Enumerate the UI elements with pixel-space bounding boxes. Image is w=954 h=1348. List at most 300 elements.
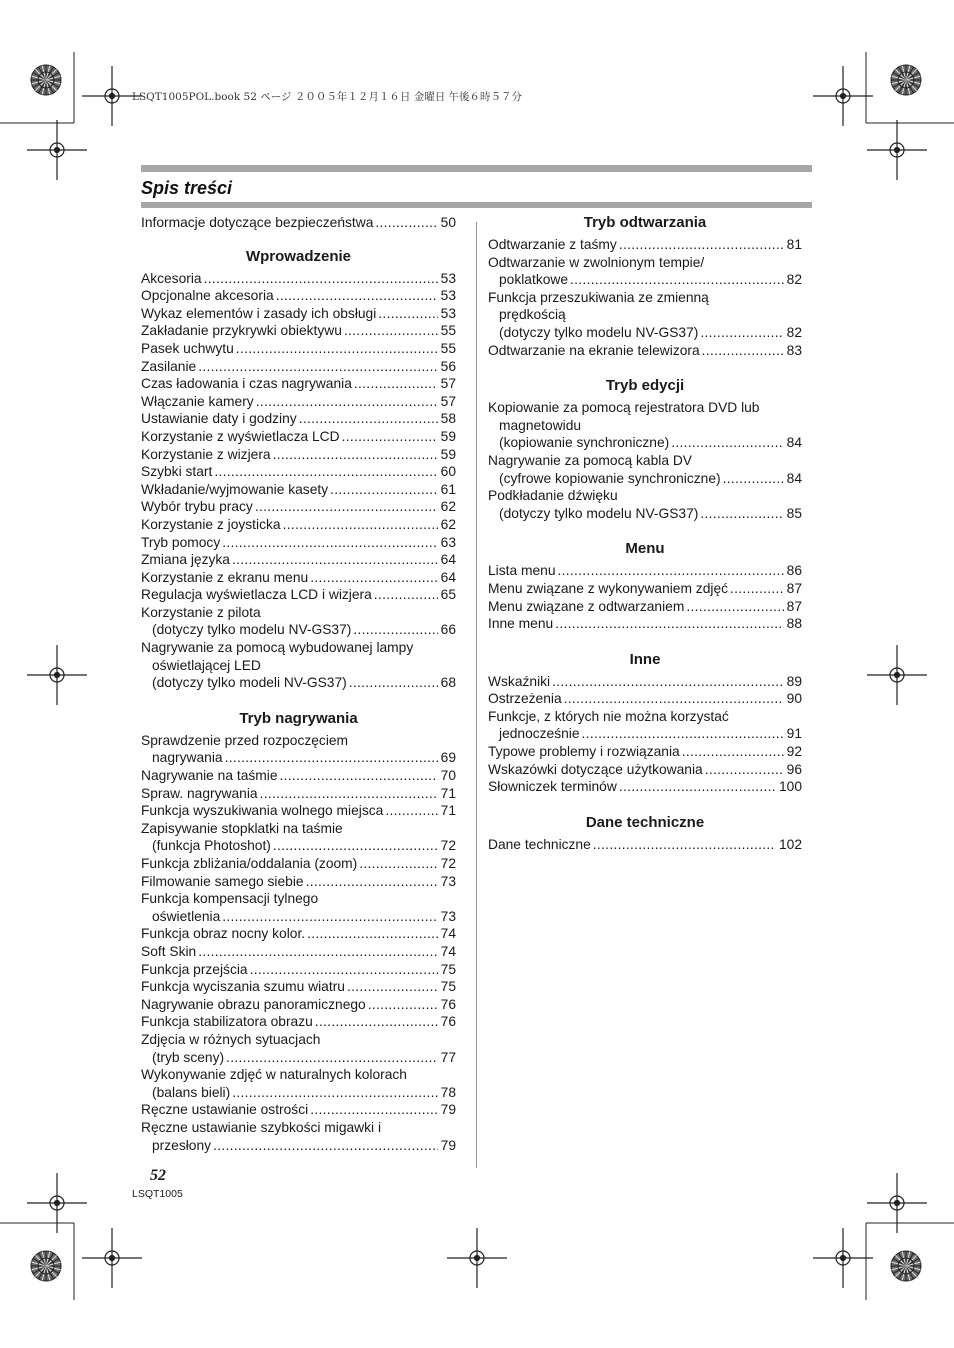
toc-entry-page: 81: [786, 237, 802, 252]
toc-entry-line: Kopiowanie za pomocą rejestratora DVD lub: [488, 400, 760, 416]
toc-entry-page: 53: [440, 270, 456, 286]
toc-entry[interactable]: [141, 305, 456, 323]
toc-entry-page: 72: [440, 856, 456, 871]
toc-entry-page: 71: [440, 803, 456, 819]
toc-entry-row: [141, 749, 456, 767]
toc-entry[interactable]: [141, 1031, 456, 1066]
toc-entry-row: [141, 287, 456, 305]
dot-leader: [232, 1084, 437, 1102]
color-registration-rosette-icon: [31, 65, 61, 95]
toc-entry-page: 59: [440, 428, 456, 444]
toc-entry[interactable]: [141, 802, 456, 820]
toc-entry[interactable]: [488, 708, 802, 743]
toc-entry[interactable]: [141, 516, 456, 534]
toc-entry-row: [488, 236, 802, 254]
toc-entry[interactable]: [141, 855, 456, 873]
toc-entry-page: 72: [440, 838, 456, 854]
toc-entry[interactable]: [141, 767, 456, 785]
toc-entry[interactable]: [488, 452, 802, 487]
toc-entry-text: Menu związane z wykonywaniem zdjęć: [488, 580, 729, 596]
toc-entry-text: Menu związane z odtwarzaniem: [488, 598, 685, 614]
toc-entry[interactable]: [141, 340, 456, 358]
toc-entry-text: Lista menu: [488, 563, 556, 579]
toc-entry-page: 83: [786, 342, 802, 358]
crosshair-mark-icon: [27, 645, 87, 705]
toc-entry-row: [141, 996, 456, 1014]
toc-entry-text: Dane techniczne: [488, 836, 591, 852]
dot-leader: [260, 785, 438, 803]
toc-entry-row: [141, 586, 456, 604]
toc-entry-row: [141, 463, 456, 481]
dot-leader: [359, 855, 437, 873]
dot-leader: [255, 498, 438, 516]
dot-leader: [306, 873, 438, 891]
toc-entry-row: [141, 785, 456, 803]
dot-leader: [232, 551, 438, 569]
toc-entry-row: [141, 1049, 456, 1067]
toc-entry[interactable]: [141, 551, 456, 569]
toc-entry-text: Spraw. nagrywania: [141, 785, 258, 801]
toc-entry-page: 79: [440, 1102, 456, 1118]
dot-leader: [705, 761, 784, 779]
toc-entry-text: Soft Skin: [141, 943, 197, 959]
page-number: 52: [150, 1167, 166, 1184]
toc-entry[interactable]: [141, 393, 456, 411]
toc-entry-text: Opcjonalne akcesoria: [141, 288, 274, 304]
toc-entry-text: Funkcja wyciszania szumu wiatru: [141, 979, 345, 995]
color-registration-rosette-icon: [891, 65, 921, 95]
toc-entry-page: 79: [440, 1137, 456, 1153]
toc-entry-line: Korzystanie z pilota: [141, 604, 261, 620]
dot-leader: [198, 943, 437, 961]
toc-entry-line: oświetlającej LED: [152, 657, 261, 673]
toc-entry-page: 59: [440, 446, 456, 462]
dot-leader: [686, 598, 783, 616]
toc-entry-text: Słowniczek terminów: [488, 779, 617, 795]
toc-entry[interactable]: [488, 836, 802, 854]
toc-entry-text: Zmiana języka: [141, 552, 230, 568]
toc-left-sections: [141, 248, 456, 1155]
toc-entry[interactable]: [141, 569, 456, 587]
dot-leader: [378, 305, 437, 323]
toc-entry-row: [141, 428, 456, 446]
toc-entry[interactable]: [141, 1013, 456, 1031]
toc-entry-page: 70: [440, 768, 456, 784]
dot-leader: [700, 505, 783, 523]
toc-entry-row: [488, 342, 802, 360]
toc-entry[interactable]: [141, 1119, 456, 1154]
toc-entry-page: 60: [440, 464, 456, 480]
dot-leader: [226, 1049, 438, 1067]
toc-entry-page: 82: [786, 324, 802, 340]
toc-entry-text: przesłony: [152, 1137, 212, 1153]
toc-entry-page: 91: [786, 726, 802, 742]
crosshair-mark-icon: [27, 1173, 87, 1233]
toc-entry[interactable]: [141, 873, 456, 891]
toc-entry-line: Podkładanie dźwięku: [488, 488, 618, 504]
toc-entry-row: [488, 324, 802, 342]
dot-leader: [310, 569, 437, 587]
toc-entry-page: 84: [786, 470, 802, 486]
toc-entry-row: [488, 690, 802, 708]
toc-entry-row: [488, 836, 802, 854]
dot-leader: [555, 615, 783, 633]
toc-entry[interactable]: [141, 996, 456, 1014]
toc-entry-safety[interactable]: [141, 214, 456, 232]
toc-entry-line: Sprawdzenie przed rozpoczęciem: [141, 732, 349, 748]
toc-entry[interactable]: [141, 639, 456, 692]
dot-leader: [214, 463, 437, 481]
toc-entry-page: 75: [440, 979, 456, 995]
dot-leader: [280, 767, 438, 785]
toc-entry[interactable]: [488, 487, 802, 522]
toc-entry-text: Zasilanie: [141, 358, 197, 374]
toc-entry[interactable]: [141, 287, 456, 305]
toc-entry-text: Wykaz elementów i zasady ich obsługi: [141, 305, 377, 321]
dot-leader: [385, 802, 437, 820]
toc-entry-text: Korzystanie z wizjera: [141, 446, 271, 462]
dot-leader: [730, 580, 784, 598]
toc-entry-row: [141, 375, 456, 393]
toc-entry-page: 73: [440, 873, 456, 889]
toc-entry[interactable]: [141, 1101, 456, 1119]
toc-entry-row: [141, 498, 456, 516]
dot-leader: [204, 270, 438, 288]
toc-right-sections: [488, 214, 802, 853]
toc-entry[interactable]: [141, 586, 456, 604]
toc-entry[interactable]: [488, 562, 802, 580]
toc-entry-row: [141, 925, 456, 943]
toc-entry-page: 87: [786, 598, 802, 614]
toc-entry-row: [488, 725, 802, 743]
toc-entry-page: 86: [786, 563, 802, 579]
toc-entry[interactable]: [141, 481, 456, 499]
toc-entry-text: Wkładanie/wyjmowanie kasety: [141, 481, 329, 497]
toc-entry-page: 100: [778, 779, 802, 795]
toc-entry-row: [141, 270, 456, 288]
dot-leader: [619, 778, 776, 796]
crosshair-mark-icon: [813, 66, 873, 126]
dot-leader: [347, 978, 438, 996]
toc-entry[interactable]: [488, 690, 802, 708]
toc-entry[interactable]: [488, 254, 802, 289]
toc-entry-page: 74: [440, 926, 456, 942]
toc-entry-page: 57: [440, 376, 456, 392]
toc-entry[interactable]: [488, 778, 802, 796]
toc-entry-page: 84: [786, 435, 802, 451]
toc-entry-text: oświetlenia: [152, 908, 221, 924]
toc-entry[interactable]: [141, 961, 456, 979]
toc-entry-page: 64: [440, 569, 456, 585]
dot-leader: [256, 393, 438, 411]
toc-entry-row: [141, 393, 456, 411]
toc-entry-text: (cyfrowe kopiowanie synchroniczne): [499, 470, 721, 486]
crosshair-mark-icon: [447, 1228, 507, 1288]
dot-leader: [273, 837, 438, 855]
toc-entry-text: Funkcja wyszukiwania wolnego miejsca: [141, 803, 384, 819]
toc-entry[interactable]: [488, 743, 802, 761]
column-divider: [476, 222, 477, 1168]
toc-entry-line: Funkcje, z których nie można korzystać: [488, 708, 729, 724]
toc-entry[interactable]: [141, 358, 456, 376]
crosshair-mark-icon: [813, 1228, 873, 1288]
toc-entry-page: 82: [786, 272, 802, 288]
dot-leader: [236, 340, 438, 358]
toc-entry-text: Czas ładowania i czas nagrywania: [141, 376, 352, 392]
color-registration-rosette-icon: [31, 1251, 61, 1281]
toc-entry-text: Typowe problemy i rozwiązania: [488, 744, 680, 760]
toc-entry-page: 73: [440, 908, 456, 924]
dot-leader: [564, 690, 784, 708]
toc-entry-text: Nagrywanie obrazu panoramicznego: [141, 996, 366, 1012]
toc-entry-row: [488, 562, 802, 580]
toc-entry[interactable]: [141, 890, 456, 925]
crosshair-mark-icon: [867, 645, 927, 705]
dot-leader: [299, 410, 438, 428]
toc-entry[interactable]: [141, 410, 456, 428]
toc-entry-row: [141, 978, 456, 996]
toc-entry-page: 53: [440, 305, 456, 321]
toc-entry-text: Zakładanie przykrywki obiektywu: [141, 323, 342, 339]
toc-entry[interactable]: [488, 399, 802, 452]
title-bar-top: [141, 165, 812, 172]
toc-entry-row: [141, 410, 456, 428]
toc-entry[interactable]: [141, 463, 456, 481]
toc-entry-row: [488, 470, 802, 488]
toc-entry[interactable]: [141, 732, 456, 767]
toc-entry-row: [141, 551, 456, 569]
toc-entry-text: Ręczne ustawianie ostrości: [141, 1102, 309, 1118]
toc-entry-line: Nagrywanie za pomocą kabla DV: [488, 452, 692, 468]
toc-entry[interactable]: [141, 604, 456, 639]
toc-entry-line: Ręczne ustawianie szybkości migawki i: [141, 1119, 382, 1135]
toc-entry-page: 62: [440, 516, 456, 532]
toc-entry-text: (balans bieli): [152, 1084, 231, 1100]
dot-leader: [342, 428, 438, 446]
dot-leader: [374, 586, 438, 604]
toc-entry[interactable]: [488, 342, 802, 360]
toc-entry[interactable]: [141, 534, 456, 552]
print-header-line: LSQT1005POL.book 52 ページ ２００５年１２月１６日 金曜日 午後６時５７分: [132, 91, 523, 103]
toc-entry-text: Funkcja zbliżania/oddalania (zoom): [141, 856, 358, 871]
toc-entry-page: 78: [440, 1084, 456, 1100]
toc-entry-text: (tryb sceny): [152, 1049, 225, 1065]
toc-entry-text: Informacje dotyczące bezpieczeństwa: [141, 215, 374, 230]
toc-entry-row: [141, 1137, 456, 1155]
dot-leader: [354, 375, 438, 393]
toc-entry-page: 71: [440, 785, 456, 801]
toc-entry-page: 53: [440, 288, 456, 304]
title-bar-bottom: [141, 202, 812, 208]
toc-entry-text: Wskaźniki: [488, 673, 551, 689]
toc-entry-page: 89: [786, 673, 802, 689]
toc-entry[interactable]: [141, 498, 456, 516]
toc-entry-text: Szybki start: [141, 464, 213, 480]
toc-entry-line: Odtwarzanie w zwolnionym tempie/: [488, 254, 705, 270]
toc-entry-page: 61: [440, 481, 456, 497]
toc-entry-text: Inne menu: [488, 616, 554, 632]
toc-entry-row: [488, 505, 802, 523]
section-title-inne: Inne: [629, 650, 661, 668]
toc-entry-row: [141, 873, 456, 891]
section-title-tryb-edycji: Tryb edycji: [605, 377, 685, 395]
toc-entry-line: Nagrywanie za pomocą wybudowanej lampy: [141, 640, 414, 656]
toc-entry[interactable]: [141, 978, 456, 996]
toc-entry[interactable]: [141, 446, 456, 464]
toc-entry-text: Tryb pomocy: [141, 534, 221, 550]
toc-right-column: [488, 214, 802, 853]
dot-leader: [700, 324, 783, 342]
toc-entry-line: Funkcja przeszukiwania ze zmienną: [488, 289, 709, 305]
dot-leader: [225, 749, 438, 767]
toc-left-column: [141, 214, 456, 1154]
page-title: Spis treści: [141, 178, 233, 198]
toc-entry-page: 87: [786, 580, 802, 596]
toc-entry-row: [141, 1013, 456, 1031]
toc-entry-row: [488, 761, 802, 779]
toc-entry-line: Wykonywanie zdjęć w naturalnych kolorach: [141, 1067, 407, 1083]
section-title-tryb-nagrywania: Tryb nagrywania: [239, 709, 358, 727]
toc-entry-text: Korzystanie z wyświetlacza LCD: [141, 428, 340, 444]
toc-entry[interactable]: [141, 925, 456, 943]
dot-leader: [330, 481, 438, 499]
toc-entry-row: [141, 1084, 456, 1102]
toc-entry-page: 57: [440, 393, 456, 409]
toc-entry-text: jednocześnie: [499, 726, 580, 742]
toc-entry-page: 90: [786, 691, 802, 707]
toc-entry[interactable]: [488, 580, 802, 598]
toc-entry-row: [141, 569, 456, 587]
toc-entry-page: 56: [440, 358, 456, 374]
toc-entry-row: [488, 673, 802, 691]
dot-leader: [368, 996, 438, 1014]
toc-entry-page: 55: [440, 340, 456, 356]
toc-entry-row: [488, 434, 802, 452]
document-code: LSQT1005: [132, 1188, 183, 1200]
toc-entry-text: (funkcja Photoshot): [152, 838, 271, 854]
toc-entry-text: Regulacja wyświetlacza LCD i wizjera: [141, 587, 372, 603]
toc-entry-page: 77: [440, 1049, 456, 1065]
toc-entry[interactable]: [141, 270, 456, 288]
toc-entry-row: [488, 615, 802, 633]
toc-entry[interactable]: [141, 322, 456, 340]
toc-entry-line: Funkcja kompensacji tylnego: [141, 891, 319, 907]
toc-entry-page: 58: [440, 411, 456, 427]
toc-entry[interactable]: [141, 428, 456, 446]
toc-entry[interactable]: [488, 598, 802, 616]
toc-entry-page: 74: [440, 943, 456, 959]
dot-leader: [276, 287, 438, 305]
toc-entry-text: Odtwarzanie na ekranie telewizora: [488, 342, 700, 358]
toc-entry-line: Zdjęcia w różnych sytuacjach: [141, 1031, 321, 1047]
dot-leader: [558, 562, 784, 580]
toc-entry-row: [141, 322, 456, 340]
toc-entry-text: Funkcja obraz nocny kolor.: [141, 926, 306, 942]
dot-leader: [552, 673, 784, 691]
toc-entry[interactable]: [488, 673, 802, 691]
dot-leader: [582, 725, 784, 743]
toc-entry-row: [141, 961, 456, 979]
toc-entry[interactable]: [488, 236, 802, 254]
toc-entry-row: [141, 855, 456, 873]
dot-leader: [349, 674, 438, 692]
dot-leader: [353, 621, 437, 639]
toc-entry-row: [141, 358, 456, 376]
toc-entry-row: [141, 767, 456, 785]
dot-leader: [307, 925, 438, 943]
toc-entry-row: [488, 778, 802, 796]
toc-entry[interactable]: [141, 375, 456, 393]
toc-entry-text: Korzystanie z joysticka: [141, 516, 281, 532]
toc-entry[interactable]: [488, 615, 802, 633]
toc-entry-text: Włączanie kamery: [141, 393, 254, 409]
toc-entry-text: Akcesoria: [141, 270, 202, 286]
toc-entry-text: (kopiowanie synchroniczne): [499, 435, 670, 451]
dot-leader: [723, 470, 784, 488]
dot-leader: [222, 908, 437, 926]
toc-entry-row: [488, 580, 802, 598]
toc-entry-line: prędkością: [499, 307, 566, 323]
toc-entry-text: (dotyczy tylko modelu NV-GS37): [499, 505, 699, 521]
toc-entry-text: Wskazówki dotyczące użytkowania: [488, 761, 703, 777]
toc-entry-page: 102: [778, 836, 802, 852]
toc-entry[interactable]: [141, 1066, 456, 1101]
toc-entry-page: 68: [440, 675, 456, 691]
crosshair-mark-icon: [867, 120, 927, 180]
crosshair-mark-icon: [867, 1173, 927, 1233]
dot-leader: [344, 322, 438, 340]
toc-entry-page: 64: [440, 552, 456, 568]
toc-entry-row: [141, 305, 456, 323]
toc-entry-page: 65: [440, 587, 456, 603]
dot-leader: [619, 236, 784, 254]
toc-entry-row: [141, 837, 456, 855]
dot-leader: [375, 214, 437, 232]
toc-entry-text: Funkcja stabilizatora obrazu: [141, 1014, 313, 1030]
toc-entry-text: (dotyczy tylko modeli NV-GS37): [152, 675, 347, 691]
toc-entry-text: nagrywania: [152, 750, 223, 766]
toc-entry-text: Filmowanie samego siebie: [141, 873, 304, 889]
toc-entry[interactable]: [488, 289, 802, 342]
dot-leader: [283, 516, 438, 534]
toc-entry[interactable]: [141, 943, 456, 961]
toc-entry-text: Wybór trybu pracy: [141, 499, 253, 515]
crosshair-mark-icon: [82, 1228, 142, 1288]
toc-entry-row: [141, 1101, 456, 1119]
section-title-menu: Menu: [625, 540, 665, 558]
dot-leader: [682, 743, 784, 761]
toc-entry-row: [141, 674, 456, 692]
toc-entry-row: [141, 621, 456, 639]
toc-entry[interactable]: [488, 761, 802, 779]
toc-entry-row: [141, 516, 456, 534]
toc-entry-row: [488, 598, 802, 616]
toc-entry-line: Zapisywanie stopklatki na taśmie: [141, 820, 343, 836]
toc-entry-page: 62: [440, 499, 456, 515]
toc-entry[interactable]: [141, 785, 456, 803]
toc-entry-page: 75: [440, 961, 456, 977]
toc-entry-row: [488, 743, 802, 761]
toc-entry-page: 69: [440, 750, 456, 766]
toc-entry-text: Nagrywanie na taśmie: [141, 768, 278, 784]
toc-entry-page: 63: [440, 534, 456, 550]
crosshair-mark-icon: [27, 120, 87, 180]
toc-entry[interactable]: [141, 820, 456, 855]
color-registration-rosette-icon: [891, 1251, 921, 1281]
toc-entry-row: [141, 908, 456, 926]
section-title-dane-techniczne: Dane techniczne: [585, 813, 705, 831]
toc-entry-row: [141, 446, 456, 464]
